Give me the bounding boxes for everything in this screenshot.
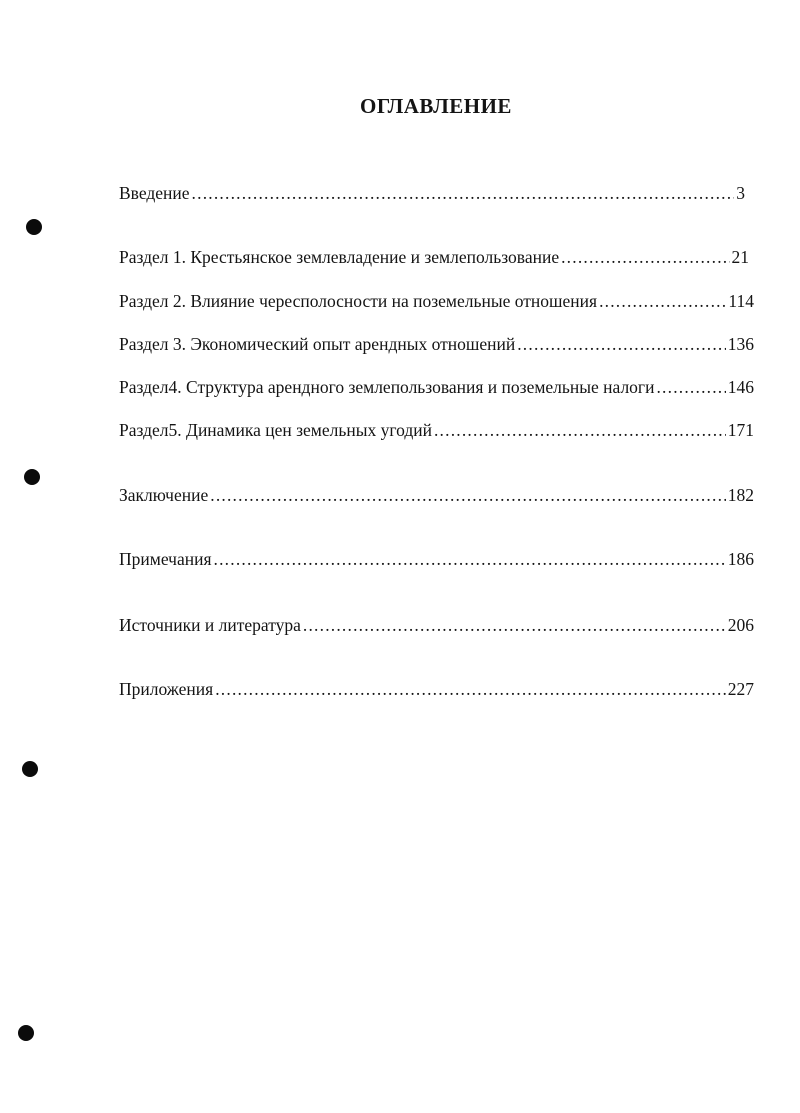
page-title: ОГЛАВЛЕНИЕ <box>360 94 512 118</box>
binder-hole <box>18 1025 34 1041</box>
toc-entry-section-2 <box>119 291 754 315</box>
toc-entry-label: Источники и литература <box>119 615 301 635</box>
toc-leader-dots <box>192 183 735 204</box>
toc-entry-label: Введение <box>119 183 190 203</box>
toc-entry-page: 3 <box>736 183 745 203</box>
toc-leader-dots <box>215 679 726 700</box>
toc-entry-section-1 <box>119 247 749 271</box>
toc-entry-page: 227 <box>727 679 754 699</box>
toc-entry-conclusion <box>119 485 754 509</box>
toc-entry-page: 171 <box>727 420 754 440</box>
binder-hole <box>26 219 42 235</box>
toc-entry-page: 182 <box>727 485 754 505</box>
toc-entry-label: Раздел 3. Экономический опыт арендных отношений <box>119 334 516 354</box>
toc-entry-label: Раздел 2. Влияние чересполосности на поземельные отношения <box>119 291 598 311</box>
toc-entry-label: Примечания <box>119 549 212 569</box>
toc-entry-page: 206 <box>727 615 754 635</box>
toc-entry-label: Раздел5. Динамика цен земельных угодий <box>119 420 432 440</box>
toc-entry-page: 136 <box>727 334 754 354</box>
toc-entry-label: Раздел 1. Крестьянское землевладение и землепользование <box>119 247 560 267</box>
toc-entry-page: 146 <box>727 377 754 397</box>
toc-leader-dots <box>434 420 726 441</box>
toc-leader-dots <box>303 615 726 636</box>
toc-entry-page: 186 <box>727 549 754 569</box>
toc-entry-page: 21 <box>731 247 749 267</box>
toc-leader-dots <box>214 549 726 570</box>
toc-entry-section-4 <box>119 377 754 401</box>
binder-hole <box>22 761 38 777</box>
toc-entry-notes <box>119 549 754 573</box>
binder-hole <box>24 469 40 485</box>
toc-leader-dots <box>210 485 726 506</box>
toc-entry-appendices <box>119 679 754 703</box>
toc-leader-dots <box>599 291 726 312</box>
toc-entry-label: Заключение <box>119 485 209 505</box>
toc-entry-section-5 <box>119 420 754 444</box>
toc-leader-dots <box>517 334 726 355</box>
toc-entry-introduction <box>119 183 745 207</box>
toc-entry-label: Раздел4. Структура арендного землепользования и поземельные налоги <box>119 377 655 397</box>
toc-entry-page: 114 <box>728 291 754 311</box>
toc-entry-sources <box>119 615 754 639</box>
toc-leader-dots <box>656 377 725 398</box>
toc-entry-section-3 <box>119 334 754 358</box>
toc-entry-label: Приложения <box>119 679 214 699</box>
toc-leader-dots <box>561 247 729 268</box>
